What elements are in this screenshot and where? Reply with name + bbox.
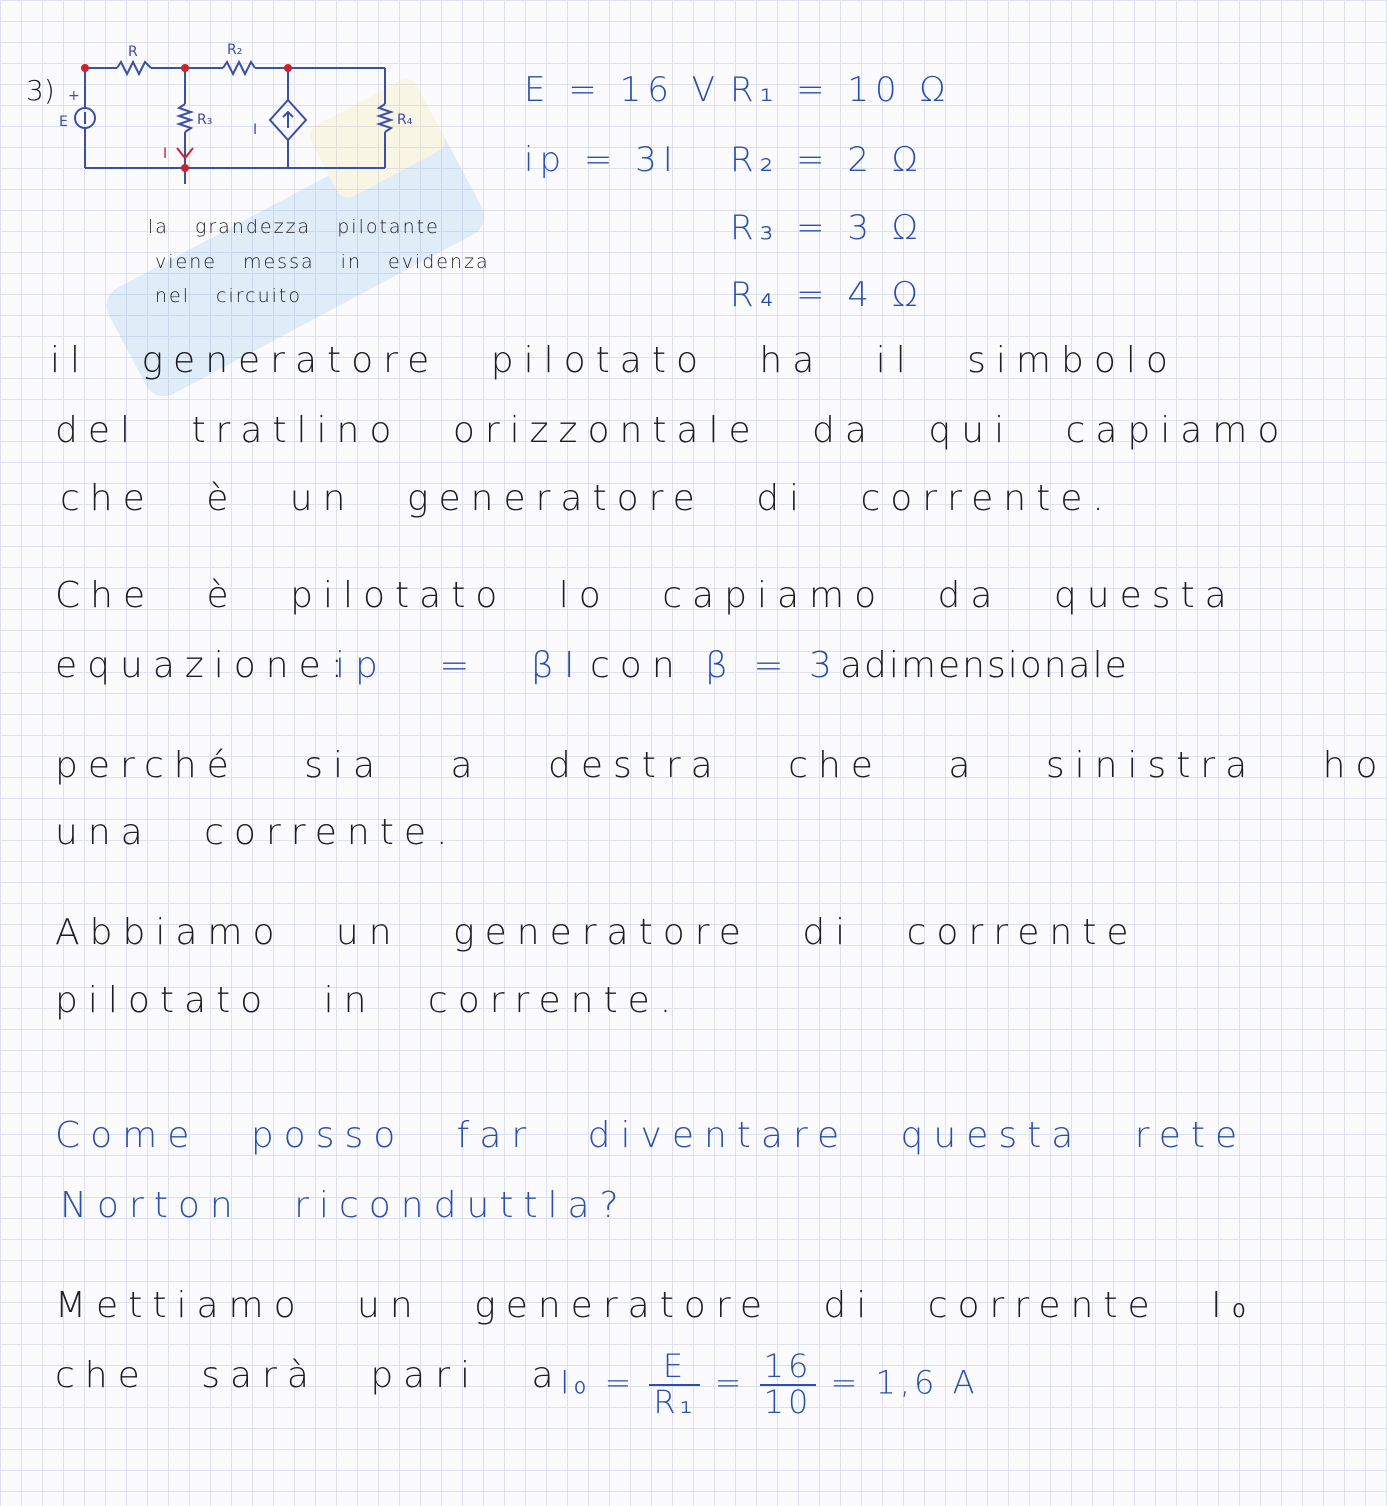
label-plus: + [68,88,80,104]
paragraph-3-line-2: una corrente. [55,812,458,853]
equation-ip: ip = βI [335,645,585,686]
circuit-diagram [55,38,495,198]
circuit-note-line-2: viene messa in evidenza [155,251,490,273]
fraction-1-denominator: R₁ [653,1382,697,1421]
paragraph-1-line-2: del tratlino orizzontale da qui capiamo [55,410,1290,451]
question-line-2: Norton riconduttla? [60,1185,629,1226]
paragraph-2-line-1: Che è pilotato lo capiamo da questa [55,575,1237,616]
equation-beta: β = 3 [705,645,836,686]
final-line-1: Mettiamo un generatore di corrente I₀ [55,1285,1257,1326]
formula-eq-1: = [714,1363,746,1402]
paragraph-1-line-1: il generatore pilotato ha il simbolo [50,340,1178,381]
formula-result: = 1,6 A [830,1363,979,1402]
label-r2: R₂ [227,42,243,58]
paragraph-1-line-3: che è un generatore di corrente. [60,478,1114,519]
given-r4: R₄ = 4 Ω [730,275,924,315]
label-e: E [59,114,68,130]
fraction-1-numerator: E [649,1350,700,1386]
fraction-16-over-10 [760,1347,817,1421]
formula-i0: I₀ = [560,1363,636,1402]
final-formula [560,1347,979,1421]
fraction-2-numerator: 16 [760,1350,817,1386]
label-dependent-i: I [253,122,258,138]
fraction-e-over-r1 [649,1347,700,1421]
circuit-note-line-1: la grandezza pilotante [148,216,440,238]
exercise-number: 3) [26,74,55,107]
fraction-2-denominator: 10 [763,1382,813,1421]
question-line-1: Come posso far diventare questa rete [55,1115,1248,1156]
label-i: I [163,146,168,162]
paragraph-4-line-1: Abbiamo un generatore di corrente [55,912,1139,953]
paragraph-2-line-2: equazione: [55,645,353,686]
label-r3: R₃ [197,112,213,128]
paragraph-4-line-2: pilotato in corrente. [55,980,682,1021]
label-r4: R₄ [397,112,413,128]
paragraph-3-line-1: perché sia a destra che a sinistra ho [55,745,1387,786]
equation-adimensionale: adimensionale [840,645,1129,686]
final-line-2-prefix: che sarà pari a [55,1355,564,1396]
label-r1: R [128,44,138,60]
equation-con: con [590,645,685,686]
given-r1: R₁ = 10 Ω [730,70,952,110]
given-r3: R₃ = 3 Ω [730,208,924,248]
given-r2: R₂ = 2 Ω [730,140,924,180]
circuit-note-line-3: nel circuito [155,285,303,307]
given-ip: ip = 3I [524,140,679,180]
given-e: E = 16 V [524,70,721,110]
